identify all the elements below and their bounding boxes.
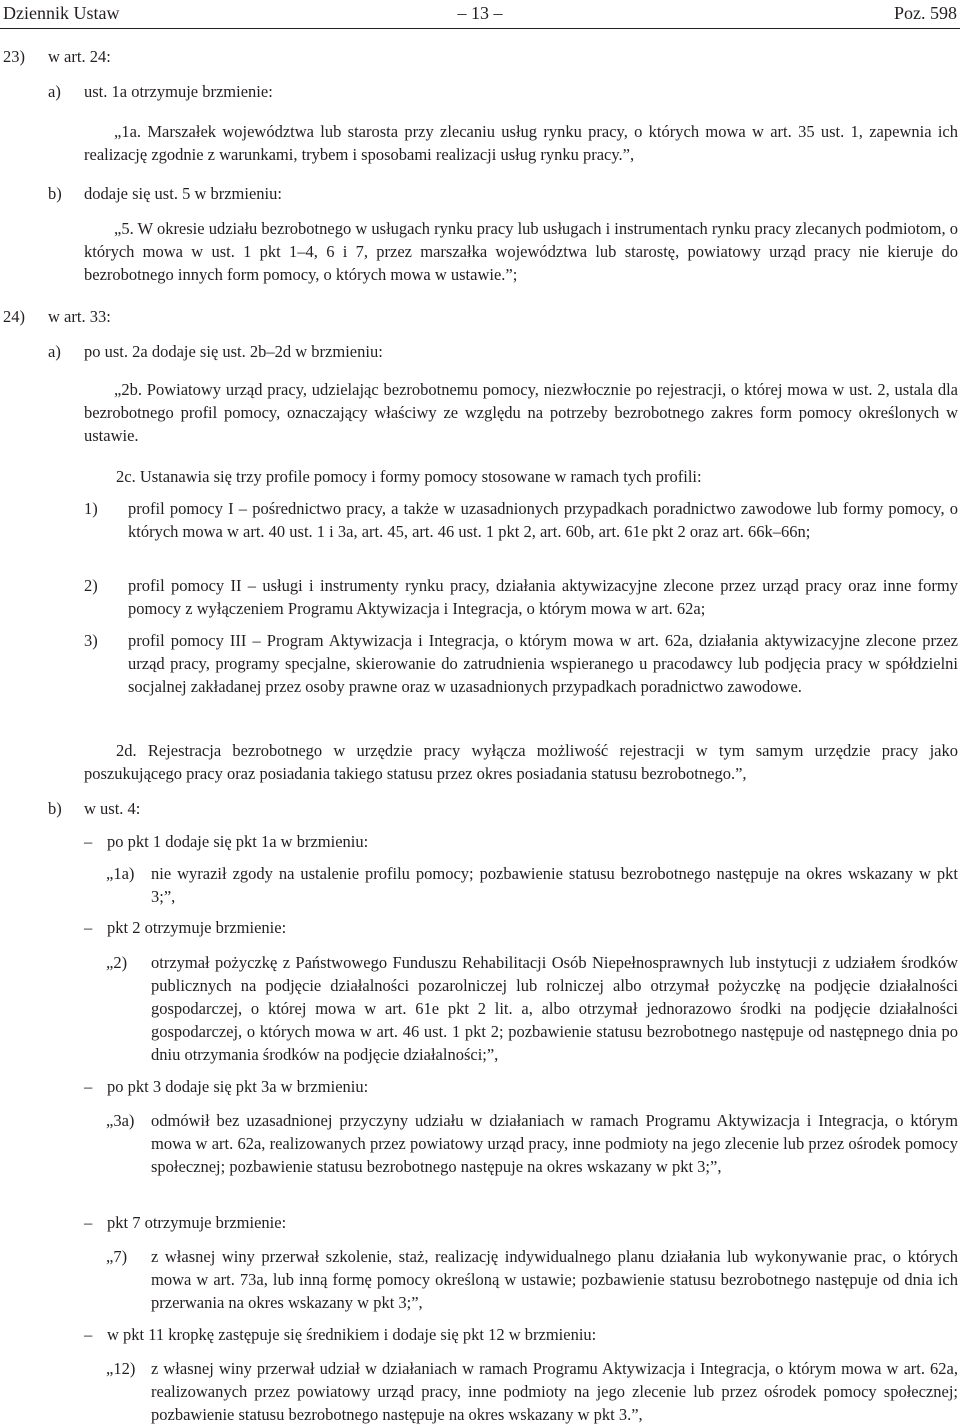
- letter-text: po ust. 2a dodaje się ust. 2b–2d w brzmieniu:: [84, 342, 383, 361]
- page-header: [0, 2, 960, 26]
- letter-a: [0, 80, 960, 103]
- dash-text: w pkt 11 kropkę zastępuje się średnikiem i dodaje się pkt 12 w brzmieniu:: [107, 1325, 597, 1344]
- dash-item-2: [84, 916, 958, 939]
- dash-marker: –: [84, 832, 93, 851]
- quoted-point-text: odmówił bez uzasadnionej przyczyny udziału w działaniach w ramach Programu Aktywizacja i Integracja, o którym mowa w art. 62a, realizowanych przez powiatowy urząd pracy, inne podmioty na jego zlecenie lub przez ośrodek pomocy społecznej; pozbawienie statusu bezrobotnego następuje na okres wskazany w pkt 3;”,: [151, 1111, 958, 1176]
- profile-label: 2): [84, 576, 98, 595]
- quoted-point-label: „7): [106, 1247, 128, 1266]
- letter-label: b): [48, 184, 62, 203]
- quoted-point-2: [106, 951, 958, 1069]
- quoted-point-label: „1a): [106, 864, 135, 883]
- profile-label: 1): [84, 499, 98, 518]
- quoted-point-text: otrzymał pożyczkę z Państwowego Funduszu Rehabilitacji Osób Niepełnosprawnych lub instytucji z udziałem środków publicznych na podjęcie działalności pozarolniczej lub rolniczej albo otrzymał pożyczkę na podjęcie działalności gospodarczej, o której mowa w art. 61e pkt 2 lit. a, albo otrzymał jednorazowo środki na podjęcie działalności gospodarczej, o których mowa w art. 46 ust. 1 pkt 2; pozbawienie statusu bezrobotnego następuje od następnego dnia po dniu otrzymania środków na podjęcie działalności;”,: [151, 953, 958, 1064]
- letter-b-art33: [0, 797, 960, 820]
- point-label: 24): [3, 307, 25, 326]
- letter-text: w ust. 4:: [84, 799, 141, 818]
- point-24: [0, 305, 960, 328]
- letter-label: a): [48, 82, 61, 101]
- profile-3: [0, 629, 960, 729]
- quoted-point-text: z własnej winy przerwał udział w działaniach w ramach Programu Aktywizacja i Integracja, o którym mowa w art. 62a, realizowanych przez powiatowy urząd pracy, inne podmioty na jego zlecenie lub przez ośrodek pomocy społecznej; pozbawienie statusu bezrobotnego następuje na okres wskazany w pkt 3.”,: [151, 1359, 958, 1424]
- quoted-point-7: [106, 1245, 958, 1317]
- quoted-point-text: z własnej winy przerwał szkolenie, staż, realizację indywidualnego planu działania lub wykonywanie prac, o których mowa w art. 73a, lub inną formę pomocy określoną w ustawie; pozbawienie statusu bezrobotnego następuje od dnia ich przerwania na okres wskazany w pkt 3;”,: [151, 1247, 958, 1312]
- dash-item-3a: [84, 1075, 958, 1098]
- journal-title: Dziennik Ustaw: [3, 3, 120, 23]
- profile-text: profil pomocy I – pośrednictwo pracy, a także w uzasadnionych przypadkach poradnictwo zawodowe lub formy pomocy, o których mowa w art. 40 ust. 1 i 3a, art. 45, art. 46 ust. 1 pkt 2, art. 60b, art. 61e pkt 2 oraz art. 66k–66n;: [128, 499, 958, 541]
- quoted-point-label: „3a): [106, 1111, 135, 1130]
- letter-a-art33: [0, 340, 960, 363]
- point-text: w art. 33:: [48, 307, 111, 326]
- quoted-provision-1a: „1a. Marszałek województwa lub starosta przy zlecaniu usług rynku pracy, o których mowa w art. 35 ust. 1, zapewnia ich realizację zgodnie z warunkami, trybem i sposobami realizacji usług rynku pracy.”,: [84, 122, 958, 164]
- profile-text: profil pomocy II – usługi i instrumenty rynku pracy, działania aktywizacyjne zlecone przez urząd pracy oraz inne formy pomocy z wyłączeniem Programu Aktywizacja i Integracja, o którym mowa w art. 62a;: [128, 576, 958, 618]
- dash-item-12: [84, 1323, 958, 1346]
- provision-2c: 2c. Ustanawia się trzy profile pomocy i formy pomocy stosowane w ramach tych profili:: [116, 467, 702, 486]
- letter-label: b): [48, 799, 62, 818]
- quoted-point-12: [106, 1357, 958, 1425]
- dash-text: po pkt 1 dodaje się pkt 1a w brzmieniu:: [107, 832, 369, 851]
- dash-marker: –: [84, 1213, 93, 1232]
- profile-label: 3): [84, 631, 98, 650]
- quoted-provision-2b: „2b. Powiatowy urząd pracy, udzielając bezrobotnemu pomocy, niezwłocznie po rejestracji, o której mowa w ust. 2, ustala dla bezrobotnego profil pomocy, oznaczający właściwy ze względu na potrzeby bezrobotnego zakres form pomocy określonych w ustawie.: [84, 380, 958, 445]
- dash-item-7: [84, 1211, 958, 1234]
- profile-2: [0, 574, 960, 624]
- point-text: w art. 24:: [48, 47, 111, 66]
- dash-text: po pkt 3 dodaje się pkt 3a w brzmieniu:: [107, 1077, 369, 1096]
- letter-text: dodaje się ust. 5 w brzmieniu:: [84, 184, 282, 203]
- dash-text: pkt 2 otrzymuje brzmienie:: [107, 918, 287, 937]
- quoted-provision-5: „5. W okresie udziału bezrobotnego w usługach rynku pracy lub usługach i instrumentach rynku pracy zlecanych podmiotom, o których mowa w ust. 1 pkt 1–4, 6 i 7, przez marszałka województwa lub starostę, powiatowy urząd pracy nie kieruje do bezrobotnego innych form pomocy, o których mowa w ustawie.”;: [84, 219, 958, 284]
- quoted-point-text: nie wyraził zgody na ustalenie profilu pomocy; pozbawienie statusu bezrobotnego następuje na okres wskazany w pkt 3;”,: [151, 864, 958, 906]
- header-rule: [0, 28, 960, 29]
- dash-text: pkt 7 otrzymuje brzmienie:: [107, 1213, 287, 1232]
- provision-2d: 2d. Rejestracja bezrobotnego w urzędzie pracy wyłącza możliwość rejestracji w tym samym urzędzie pracy jako poszukującego pracy oraz posiadania takiego statusu przez okres posiadania statusu bezrobotnego.”,: [84, 741, 958, 783]
- quoted-point-1a: [106, 862, 958, 910]
- dash-marker: –: [84, 1325, 93, 1344]
- letter-b: [0, 182, 960, 205]
- dash-marker: –: [84, 1077, 93, 1096]
- point-23: [0, 45, 960, 68]
- profile-text: profil pomocy III – Program Aktywizacja i Integracja, o którym mowa w art. 62a, działania aktywizacyjne zlecone przez urząd pracy, programy specjalne, skierowanie do zatrudnienia wspieranego u pracodawcy lub podjęcia pracy w spółdzielni socjalnej zakładanej przez osoby prawne oraz w uzasadnionych przypadkach poradnictwo zawodowe.: [128, 631, 958, 696]
- page-number: – 13 –: [457, 3, 503, 23]
- dash-marker: –: [84, 918, 93, 937]
- position-number: Poz. 598: [894, 3, 957, 23]
- dash-item-1a: [84, 830, 958, 853]
- quoted-point-3a: [106, 1109, 958, 1204]
- letter-text: ust. 1a otrzymuje brzmienie:: [84, 82, 273, 101]
- point-label: 23): [3, 47, 25, 66]
- quoted-point-label: „12): [106, 1359, 136, 1378]
- profile-1: [0, 497, 960, 572]
- letter-label: a): [48, 342, 61, 361]
- quoted-point-label: „2): [106, 953, 128, 972]
